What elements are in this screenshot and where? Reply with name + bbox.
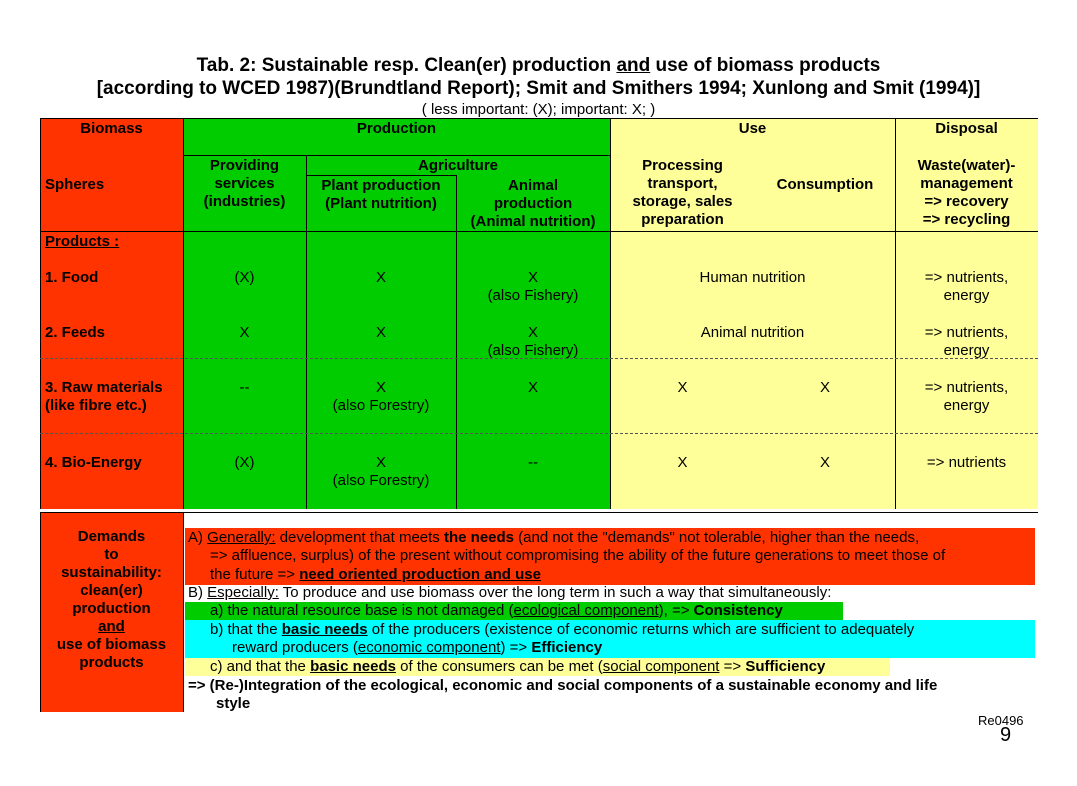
demand-a-line1: A) Generally: development that meets the needs (and not the "demands" not tolerable, higher than the needs, bbox=[188, 529, 920, 546]
food-use: Human nutrition bbox=[699, 269, 806, 286]
border bbox=[40, 118, 41, 509]
border bbox=[183, 155, 610, 156]
demand-a-line3: the future => need oriented production and use bbox=[210, 566, 541, 583]
raw-consumption: X bbox=[819, 379, 830, 396]
border bbox=[183, 512, 184, 712]
bioenergy-plant: X (also Forestry) bbox=[332, 454, 430, 489]
conclusion-line1: => (Re-)Integration of the ecological, economic and social components of a sustainable economy and life bbox=[188, 677, 938, 694]
bioenergy-processing: X bbox=[677, 454, 688, 471]
processing-header: Processing transport, storage, sales preparation bbox=[632, 157, 733, 228]
border bbox=[40, 231, 1038, 232]
conclusion-line2: style bbox=[216, 695, 251, 712]
use-header: Use bbox=[738, 120, 767, 137]
raw-plant: X (also Forestry) bbox=[332, 379, 430, 414]
bioenergy-animal: -- bbox=[528, 454, 538, 471]
food-services: (X) bbox=[234, 269, 255, 286]
border bbox=[40, 118, 1038, 119]
raw-services: -- bbox=[239, 379, 250, 396]
raw-animal: X bbox=[527, 379, 538, 396]
demand-b-consistency: a) the natural resource base is not damaged (ecological component), => Consistency bbox=[210, 602, 783, 619]
providing-services-header: Providing services (industries) bbox=[203, 157, 286, 210]
consumption-header: Consumption bbox=[776, 176, 874, 193]
demand-b-efficiency-line1: b) that the basic needs of the producers (existence of economic returns which are sufficient to adequately bbox=[210, 621, 915, 638]
page-number: 9 bbox=[1000, 724, 1012, 746]
feeds-disposal: => nutrients, energy bbox=[924, 324, 1009, 359]
disposal-header: Disposal bbox=[935, 120, 998, 137]
demand-b-line1: B) Especially: To produce and use biomass over the long term in such a way that simultaneously: bbox=[188, 584, 832, 601]
demand-b-sufficiency: c) and that the basic needs of the consumers can be met (social component => Sufficiency bbox=[210, 658, 826, 675]
product-name-feeds: 2. Feeds bbox=[45, 324, 106, 341]
agriculture-header: Agriculture bbox=[417, 157, 498, 174]
biomass-header: Biomass bbox=[80, 120, 143, 137]
animal-production-header: Animal production (Animal nutrition) bbox=[470, 177, 596, 230]
product-name-bio-energy: 4. Bio-Energy bbox=[45, 454, 142, 471]
product-name-raw-materials: 3. Raw materials (like fibre etc.) bbox=[45, 379, 163, 414]
food-plant: X bbox=[375, 269, 386, 286]
product-name-food: 1. Food bbox=[45, 269, 99, 286]
food-disposal: => nutrients, energy bbox=[924, 269, 1009, 304]
feeds-plant: X bbox=[375, 324, 386, 341]
production-header: Production bbox=[356, 120, 437, 137]
reference-code: Re0496 bbox=[978, 713, 1024, 728]
demands-label: Demands to sustainability: clean(er) production and use of biomass products bbox=[56, 528, 167, 671]
row-separator bbox=[40, 433, 1038, 434]
table-legend: ( less important: (X); important: X; ) bbox=[421, 101, 656, 118]
spheres-label: Spheres bbox=[45, 176, 105, 193]
table-title: Tab. 2: Sustainable resp. Clean(er) production and use of biomass products bbox=[196, 55, 881, 76]
feeds-animal: X (also Fishery) bbox=[487, 324, 579, 359]
products-label: Products : bbox=[45, 233, 120, 250]
feeds-use: Animal nutrition bbox=[700, 324, 805, 341]
border bbox=[40, 512, 1038, 513]
border bbox=[306, 175, 456, 176]
bioenergy-services: (X) bbox=[234, 454, 255, 471]
bioenergy-disposal: => nutrients bbox=[926, 454, 1007, 471]
demand-a-line2: => affluence, surplus) of the present without compromising the ability of the future generations to meet those of bbox=[210, 547, 946, 564]
waste-management-header: Waste(water)- management => recovery => recycling bbox=[917, 157, 1016, 228]
raw-disposal: => nutrients, energy bbox=[924, 379, 1009, 414]
plant-production-header: Plant production (Plant nutrition) bbox=[321, 177, 441, 212]
food-animal: X (also Fishery) bbox=[487, 269, 579, 304]
demand-b-efficiency-line2: reward producers (economic component) => Efficiency bbox=[232, 639, 603, 656]
raw-processing: X bbox=[677, 379, 688, 396]
feeds-services: X bbox=[239, 324, 250, 341]
table-subtitle: [according to WCED 1987)(Brundtland Report); Smit and Smithers 1994; Xunlong and Smit (1994)] bbox=[96, 78, 981, 99]
bioenergy-consumption: X bbox=[819, 454, 830, 471]
